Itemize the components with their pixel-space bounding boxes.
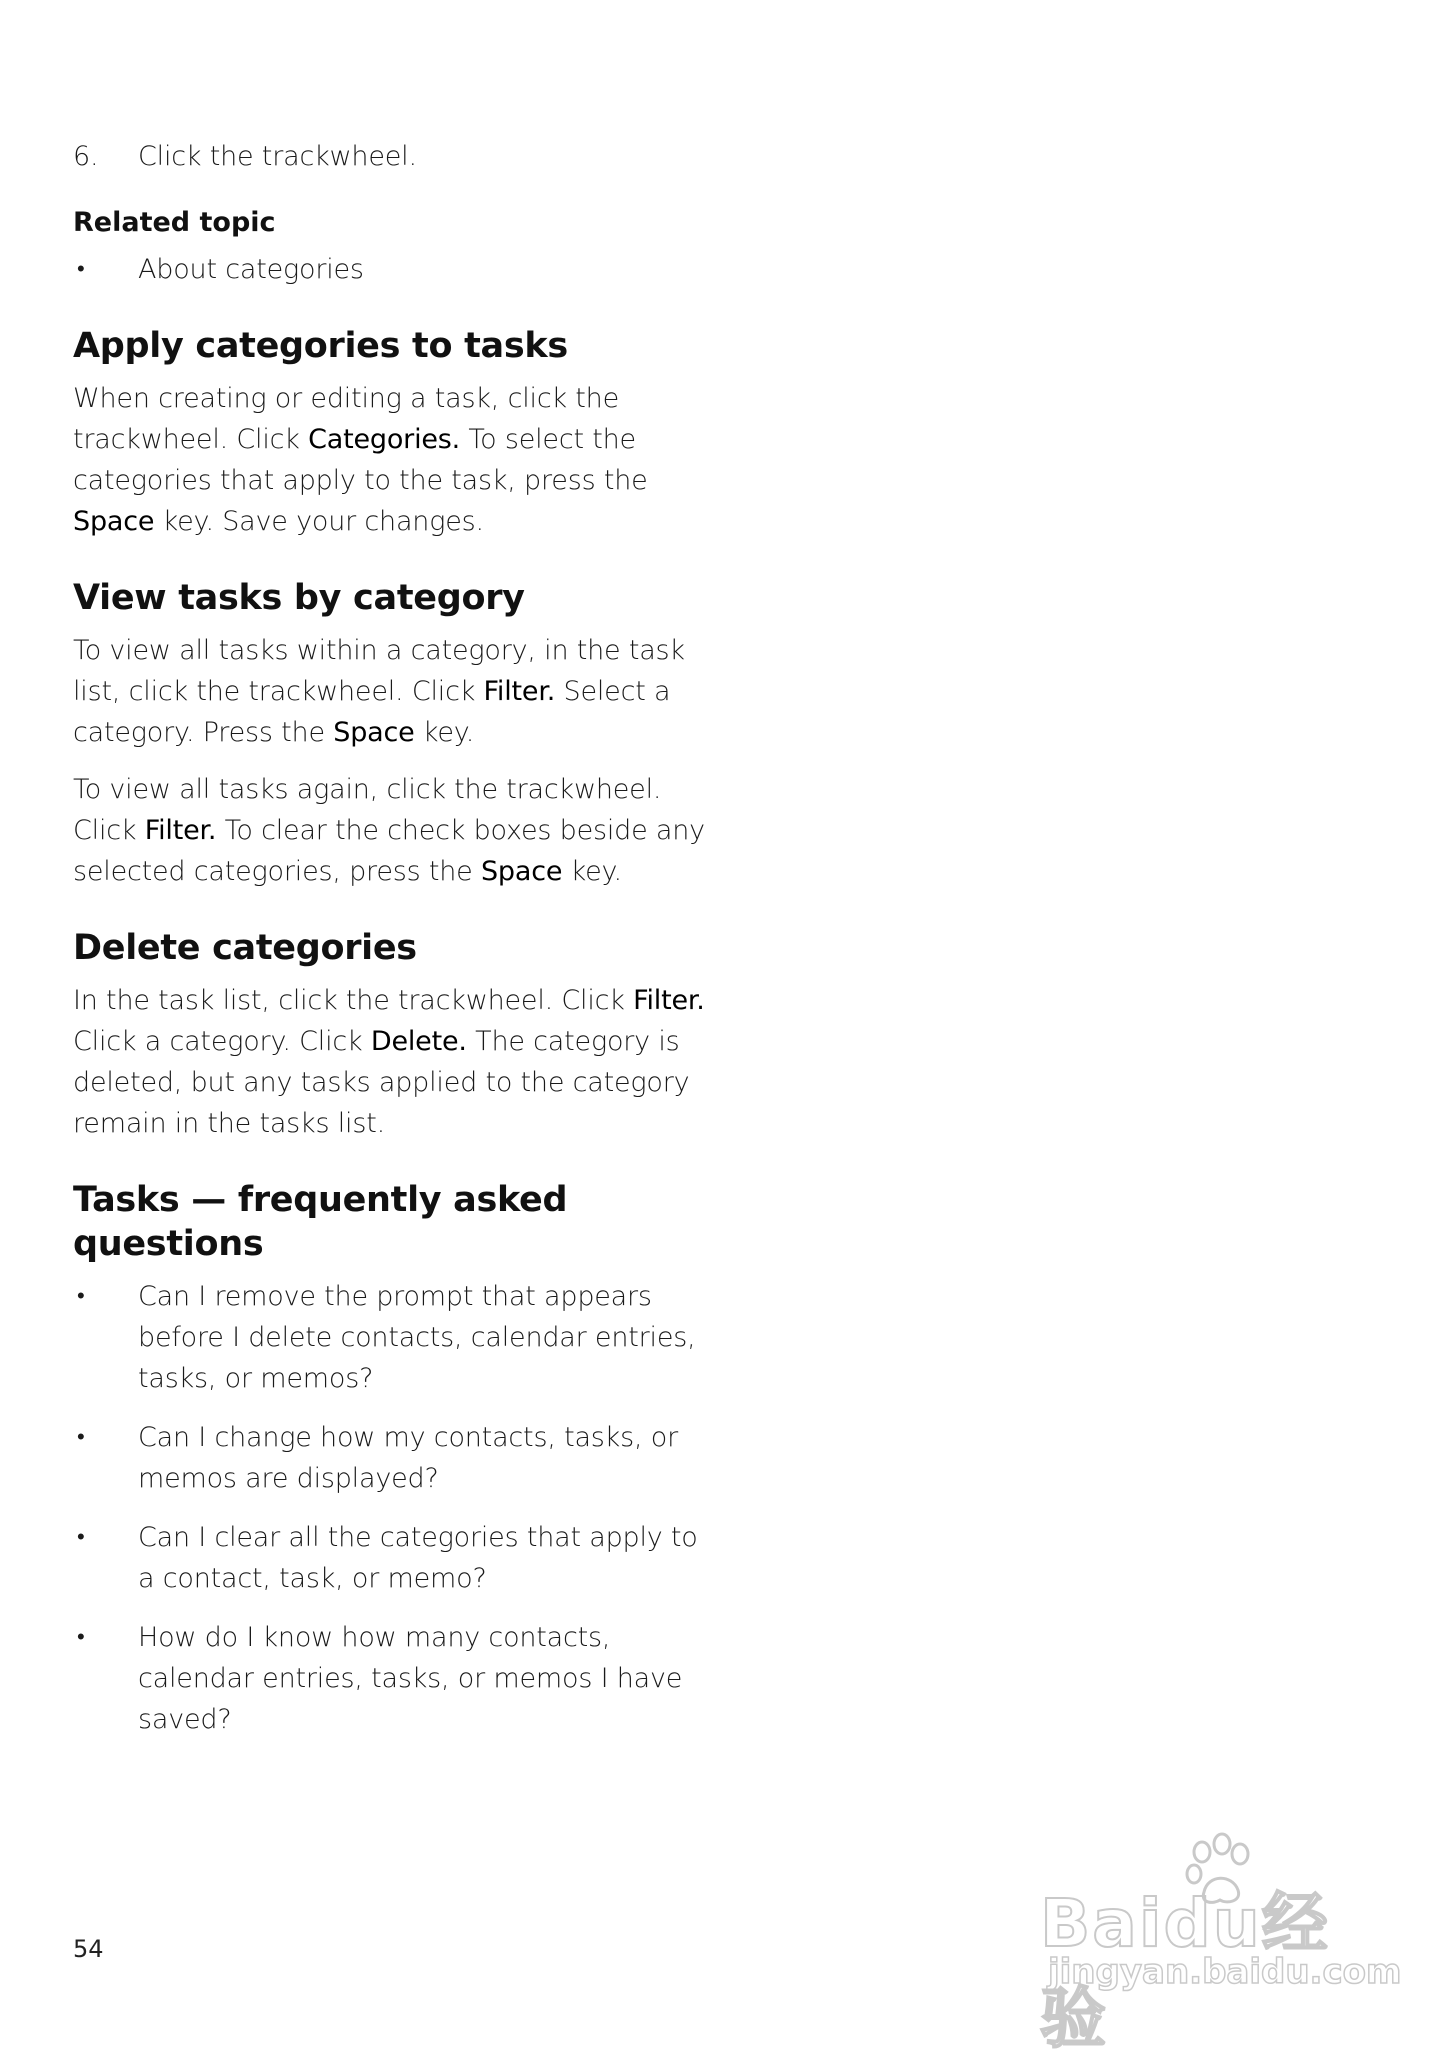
step-number: 6. [73,141,99,172]
view-paragraph-1 [73,630,713,753]
section-title-faq: Tasks — frequently asked questions [73,1180,568,1264]
text-run: key. [562,856,622,887]
related-topic-link[interactable]: About categories [138,254,364,285]
section-title-delete: Delete categories [73,928,417,968]
ui-term-space: Space [73,506,155,537]
text-run: In the task list, click the trackwheel. Click [73,985,634,1016]
section-title-view: View tasks by category [73,578,525,618]
bullet-icon: • [77,1525,85,1550]
text-run: To view all tasks again, click the trackwheel. Click [73,774,662,846]
apply-paragraph [73,378,713,542]
text-run: key. Save your changes. [154,506,484,537]
faq-item[interactable] [73,1617,713,1740]
watermark-brand: Baidu经验 [1040,1885,1330,2057]
faq-link[interactable]: Can I clear all the categories that apply to a contact, task, or memo? [138,1522,698,1594]
faq-link[interactable]: Can I change how my contacts, tasks, or memos are displayed? [138,1422,678,1494]
ui-term-space: Space [480,856,563,887]
view-paragraph-2 [73,769,713,892]
faq-item[interactable] [73,1517,713,1599]
step-item [73,136,713,177]
bullet-icon: • [77,257,85,282]
baidu-watermark [1040,1830,1402,2057]
section-title-apply: Apply categories to tasks [73,326,568,366]
text-run: The category is deleted, but any tasks applied to the category remain in the tasks list. [73,1026,690,1139]
bullet-icon: • [77,1625,85,1650]
page-number: 54 [73,1935,104,1963]
bullet-icon: • [77,1425,85,1450]
watermark-url: jingyan.baidu.com [1048,1952,1402,1992]
ui-term-filter: Filter. [144,815,217,846]
faq-link[interactable]: Can I remove the prompt that appears before I delete contacts, calendar entries, tasks, or memos? [138,1281,696,1394]
ui-term-space: Space [333,717,415,748]
page-content [73,136,713,1758]
text-run: key. [414,717,475,748]
faq-link[interactable]: How do I know how many contacts, calendar entries, tasks, or memos I have saved? [138,1622,683,1735]
bullet-icon: • [77,1284,85,1309]
faq-item[interactable] [73,1276,713,1399]
step-text: Click the trackwheel. [138,141,417,172]
faq-item[interactable] [73,1417,713,1499]
delete-paragraph [73,980,713,1144]
text-run: To view all tasks within a category, in the task list, click the trackwheel. Click [73,635,685,707]
related-topic-heading: Related topic [73,207,276,238]
ui-term-filter: Filter. [483,676,556,707]
ui-term-filter: Filter. [633,985,705,1016]
ui-term-categories: Categories. [308,424,461,455]
text-run: When creating or editing a task, click the trackwheel. Click [73,383,619,455]
text-run: To clear the check boxes beside any selected categories, press the [73,815,705,887]
ui-term-delete: Delete. [370,1026,467,1057]
related-topic-item[interactable] [73,249,713,290]
text-run: Click a category. Click [73,1026,371,1057]
text-run: To select the categories that apply to the task, press the [73,424,648,496]
text-run: Select a category. Press the [73,676,671,748]
